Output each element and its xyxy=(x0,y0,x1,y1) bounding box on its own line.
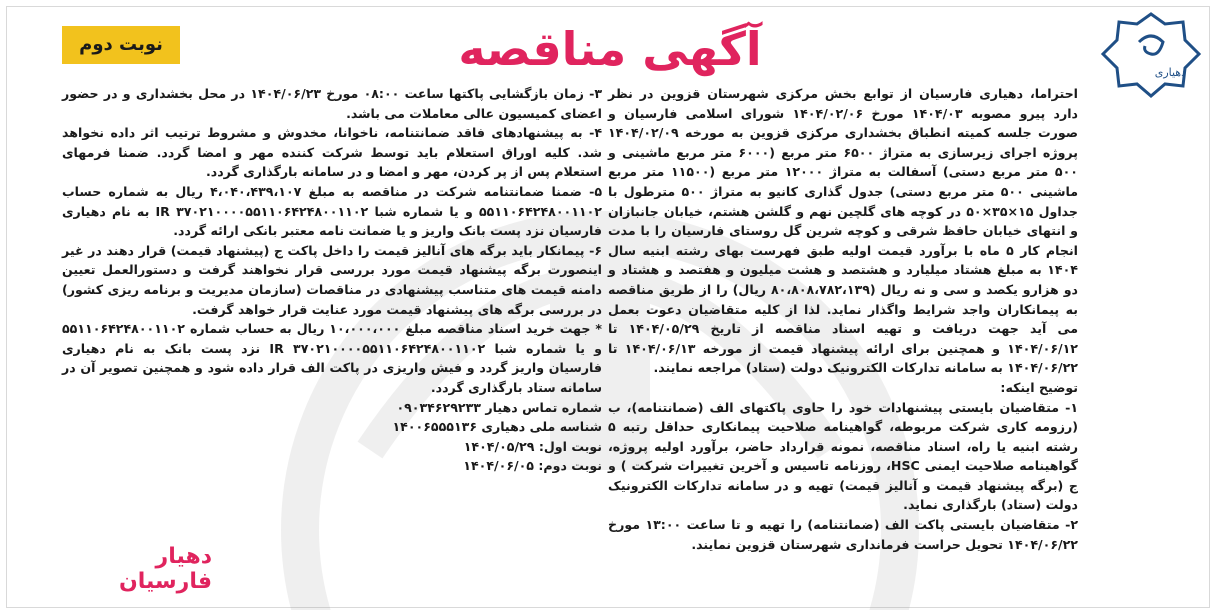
clause-2: ۲- متقاضیان بایستی پاکت الف (ضمانتنامه) را تهیه و تا ساعت ۱۳:۰۰ مورخ ۱۴۰۴/۰۶/۲۲ تحویل حراست فرمانداری شهرستان قزوین نمایند. xyxy=(608,517,1079,552)
clause-5: ۵- ضمنا ضمانتنامه شرکت در مناقصه به مبلغ ۴،۰۴۰،۴۳۹،۱۰۷ ریال به شماره حساب ۵۵۱۱۰۶۴۲۴۸۰۰۱۱۰۲ و یا شماره شبا IR ۳۷۰۲۱۰۰۰۰۵۵۱۱۰۶۴۲۴۸۰۰۱۱۰۲ به نام دهیاری فارسیان نزد پست بانک واریز و یا ضمانت نامه معتبر بانکی ارائه گردد. xyxy=(62,183,602,239)
first-round-date: نوبت اول: ۱۴۰۴/۰۵/۲۹ xyxy=(463,438,602,454)
contact-number: شماره تماس دهیار ۰۹۰۳۴۶۲۹۲۳۳ xyxy=(396,399,602,415)
right-column xyxy=(608,84,1078,554)
clause-4: ۴- به پیشنهادهای فاقد ضمانتنامه، ناخوانا، مخدوش و مشروط ترتیب اثر داده نخواهد شد. کلیه اوراق استعلام باید توسط شرکت کننده مهر و امضا گردد. ضمنا فرمهای استعلام پس از پر کردن، مهر و امضا و در سامانه بارگذاری گردد. xyxy=(62,125,602,180)
documents-purchase-note: * جهت خرید اسناد مناقصه مبلغ ۱۰،۰۰۰،۰۰۰ ریال به حساب شماره ۵۵۱۱۰۶۴۲۴۸۰۰۱۱۰۲ و یا شماره شبا IR ۳۷۰۲۱۰۰۰۰۵۵۱۱۰۶۴۲۴۸۰۰۱۱۰۲ نزد پست بانک به نام دهیاری فارسیان واریز گردد و فیش واریزی در پاکت الف قرار داده شود و همچنین تصویر آن در سامانه ستاد بارگذاری گردد. xyxy=(62,321,603,395)
page-title: آگهی مناقصه xyxy=(458,22,762,76)
left-column xyxy=(62,84,602,476)
clause-6: ۶- پیمانکار باید برگه های آنالیز قیمت را داخل پاکت ج (پیشنهاد قیمت) قرار دهند در غیر اینصورت برگه پیشنهاد قیمت مورد بررسی قرار نخواهند گرفت و دستورالعمل تعیین دامنه قیمت های متناسب پیشنهادی در مناقصات (سازمان مدیریت و برنامه ریزی کشور) در بررسی برگه های پیشنهاد قیمت مورد عنایت قرار خواهد گرفت. xyxy=(62,242,602,317)
round-badge: نوبت دوم xyxy=(62,26,180,64)
clause-1: ۱- متقاضیان بایستی پیشنهادات خود را حاوی پاکتهای الف (ضمانتنامه)، ب (رزومه کاری شرکت مربوطه، گواهینامه صلاحیت پیمانکاری حداقل رتبه ۵ رشته ابنیه یا راه، اسناد مناقصه، نمونه قرارداد حاضر، برآورد اولیه پروژه، گواهینامه صلاحیت ایمنی HSC، روزنامه تاسیس و آخرین تغییرات شرکت ) و ج (برگه پیشنهاد قیمت و آنالیز قیمت) تهیه و در سامانه تدارکات الکترونیک دولت (ستاد) بارگذاری نماید. xyxy=(608,399,1078,513)
national-id: شناسه ملی دهیاری ۱۴۰۰۶۵۵۵۱۳۶ xyxy=(392,419,602,435)
explanation-heading: توضیح اینکه: xyxy=(1000,379,1078,395)
intro-paragraph: احتراما، دهیاری فارسیان از توابع بخش مرکزی شهرستان قزوین در نظر دارد پیرو مصوبه ۱۴۰۴/۰۳ مورخ ۱۴۰۴/۰۲/۰۶ شورای اسلامی فارسیان و صورت جلسه کمیته انطباق بخشداری مرکزی قزوین به مورخه ۱۴۰۴/۰۲/۰۹ پروژه اجرای زیرسازی به متراژ ۶۵۰۰ متر مربع (۶۰۰۰ متر مربع ماشینی و ۵۰۰ متر مربع دستی) آسفالت به متراژ ۱۲۰۰۰ متر مربع (۱۱۵۰۰ متر مربع ماشینی ۵۰۰ متر مربع دستی) جدول گذاری کانیو به متراژ ۵۰۰ مترطول با جداول ۱۵×۳۵×۵۰ در کوچه های گلچین نهم و گلشن هشتم، خیابان جانبازان و انتهای خیابان حافظ شرقی و کوچه شرین گل روستای فارسیان را با مدت انجام کار ۵ ماه با برآورد قیمت اولیه طبق فهرست بهای رشته ابنیه سال ۱۴۰۴ به مبلغ هشتاد میلیارد و هشتصد و هشت میلیون و هفتصد و هشتاد و دو هزارو یکصد و سی و نه ریال (۸۰،۸۰۸،۷۸۲،۱۳۹ ریال) را از طریق مناقصه به پیمانکاران واجد شرایط واگذار نماید. لذا از کلیه متقاضیان دعوت بعمل می آید جهت دریافت و تهیه اسناد مناقصه از تاریخ ۱۴۰۴/۰۵/۲۹ تا ۱۴۰۴/۰۶/۱۲ و همچنین برای ارائه پیشنهاد قیمت از مورخه ۱۴۰۴/۰۶/۱۳ تا ۱۴۰۴/۰۶/۲۲ به سامانه تدارکات الکترونیک دولت (ستاد) مراجعه نمایند. xyxy=(608,86,1078,376)
signature: دهیار فارسیان xyxy=(119,544,212,594)
logo-caption: دهیاری xyxy=(1154,66,1186,79)
dehyari-logo-icon xyxy=(1099,12,1204,98)
clause-3: ۳- زمان بازگشایی پاکتها ساعت ۰۸:۰۰ مورخ ۱۴۰۴/۰۶/۲۳ در محل بخشداری و در حضور اعضای کمیسیون عالی معاملات می باشد. xyxy=(62,86,602,121)
second-round-date: نوبت دوم: ۱۴۰۴/۰۶/۰۵ xyxy=(463,458,602,474)
